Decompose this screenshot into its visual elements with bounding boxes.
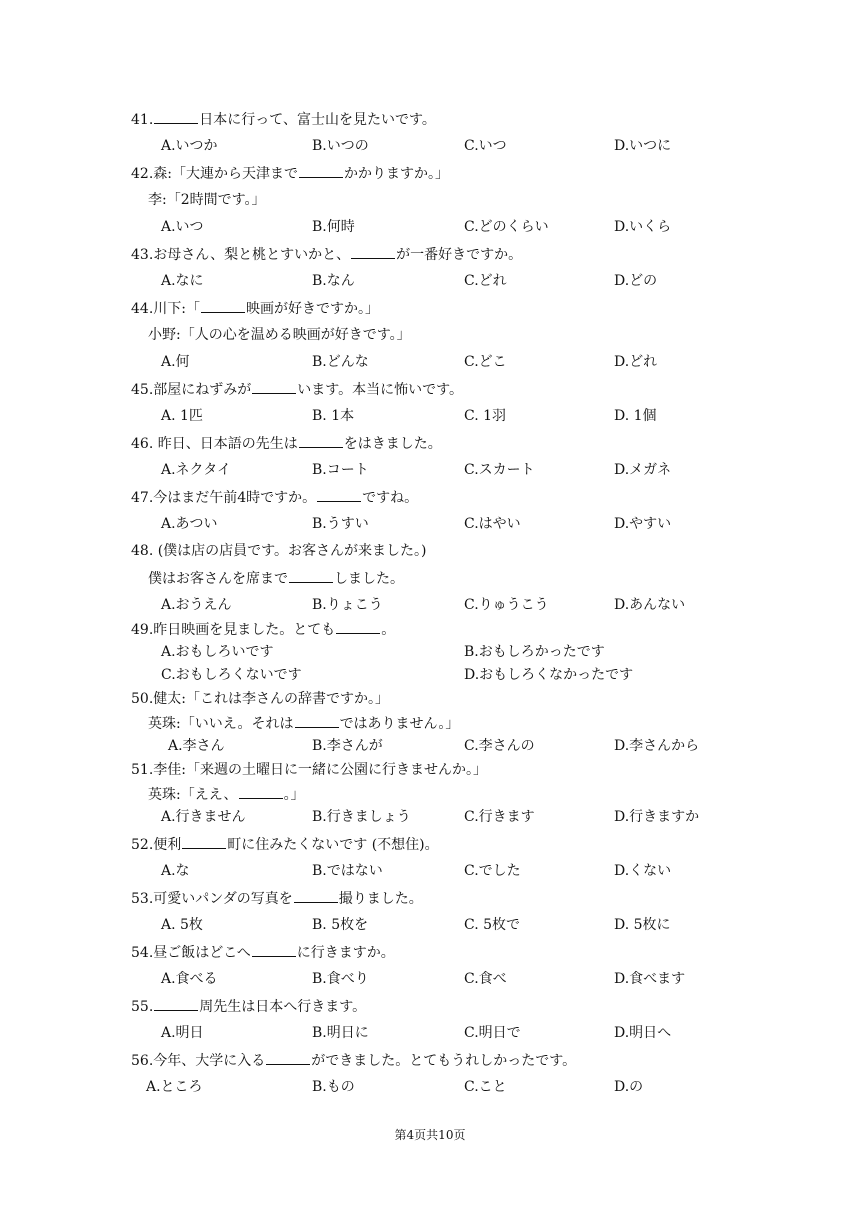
option-b: B.いつの — [312, 138, 369, 154]
option-a: A.食べる — [161, 971, 218, 987]
question-text: をはきました。 — [343, 436, 442, 452]
option-d: D.どの — [614, 273, 658, 289]
option-c: C.行きます — [464, 809, 535, 825]
question-45 — [131, 380, 463, 399]
option-b: B.なん — [312, 273, 355, 289]
answer-blank — [201, 299, 245, 313]
question-text: 44.川下:「 — [131, 301, 200, 317]
question-text: 45.部屋にねずみが — [131, 382, 252, 398]
question-text: 55. — [131, 999, 154, 1015]
answer-blank — [351, 245, 395, 259]
question-text: 映画が好きですか。」 — [245, 301, 379, 317]
option-d: D. 5枚に — [614, 917, 671, 933]
option-d: D.行きますか — [614, 809, 700, 825]
option-a: A.な — [161, 863, 190, 879]
question-47 — [131, 488, 418, 507]
question-text: 47.今はまだ午前4時ですか。 — [131, 490, 317, 506]
option-d: D.いつに — [614, 138, 672, 154]
answer-blank — [299, 434, 343, 448]
option-a: A.明日 — [161, 1025, 204, 1041]
answer-blank — [252, 380, 296, 394]
option-d: D.どれ — [614, 354, 658, 370]
answer-blank — [295, 714, 339, 728]
option-d: D.やすい — [614, 516, 672, 532]
question-49 — [131, 620, 395, 639]
question-text: 54.昼ご飯はどこへ — [131, 945, 251, 961]
option-d: D.おもしろくなかったです — [464, 667, 634, 683]
option-b: B.李さんが — [312, 738, 383, 754]
option-d: D.李さんから — [614, 738, 700, 754]
question-text: 周先生は日本へ行きます。 — [199, 999, 367, 1015]
question-text: 。 — [381, 622, 396, 638]
option-d: D.いくら — [614, 219, 672, 235]
option-b: B. 5枚を — [312, 917, 369, 933]
question-text: 町に住みたくないです (不想住)。 — [227, 837, 439, 853]
option-c: C.食べ — [464, 971, 507, 987]
question-55 — [131, 997, 366, 1016]
question-text: 42.森:「大連から天津まで — [131, 166, 298, 182]
option-a: A.いつ — [161, 219, 204, 235]
option-c: C.どれ — [464, 273, 507, 289]
question-text: 日本に行って、富士山を見たいです。 — [199, 112, 436, 128]
question-42 — [131, 164, 449, 183]
option-c: C.はやい — [464, 516, 521, 532]
answer-blank — [182, 835, 226, 849]
question-text: が一番好きですか。 — [396, 247, 523, 263]
option-d: D.明日へ — [614, 1025, 672, 1041]
option-c: C.どこ — [464, 354, 507, 370]
option-c: C.りゅうこう — [464, 597, 549, 613]
option-b: B.食べり — [312, 971, 369, 987]
question-text: 41. — [131, 112, 154, 128]
option-c: C.でした — [464, 863, 521, 879]
question-text: 英珠:「ええ、 — [148, 787, 238, 803]
answer-blank — [252, 943, 296, 957]
question-51: 51.李佳:「来週の土曜日に一緒に公園に行きませんか。」 — [131, 762, 487, 778]
option-a: A.いつか — [161, 138, 218, 154]
question-48: 48. (僕は店の店員です。お客さんが来ました。) — [131, 543, 427, 559]
question-text: 43.お母さん、梨と桃とすいかと、 — [131, 247, 351, 263]
question-text: 56.今年、大学に入る — [131, 1053, 266, 1069]
option-a: A.李さん — [168, 738, 225, 754]
answer-blank — [154, 110, 198, 124]
answer-blank — [336, 620, 380, 634]
option-d: D.の — [614, 1079, 644, 1095]
answer-blank — [154, 997, 198, 1011]
option-a: A. 5枚 — [161, 917, 203, 933]
question-text: ですね。 — [362, 490, 419, 506]
answer-blank — [299, 164, 343, 178]
question-56 — [131, 1051, 576, 1070]
option-b: B. 1本 — [312, 408, 355, 424]
option-c: C. 1羽 — [464, 408, 507, 424]
option-c: C.李さんの — [464, 738, 535, 754]
option-b: B.明日に — [312, 1025, 369, 1041]
question-text: 52.便利 — [131, 837, 182, 853]
option-d: D.メガネ — [614, 462, 672, 478]
option-a: A.行きません — [161, 809, 246, 825]
answer-blank — [266, 1051, 310, 1065]
option-d: D.食べます — [614, 971, 686, 987]
option-a: A.あつい — [161, 516, 218, 532]
option-d: D. 1個 — [614, 408, 657, 424]
question-text: 。」 — [283, 787, 305, 803]
option-d: D.あんない — [614, 597, 686, 613]
question-text: ではありません。」 — [339, 716, 460, 732]
dialogue-line: 李:「2時間です。」 — [148, 192, 266, 208]
question-43 — [131, 245, 522, 264]
dialogue-line — [148, 569, 404, 588]
question-50: 50.健太:「これは李さんの辞書ですか。」 — [131, 691, 389, 707]
question-text: に行きますか。 — [296, 945, 395, 961]
option-b: B.行きましょう — [312, 809, 411, 825]
question-text: 49.昨日映画を見ました。とても — [131, 622, 336, 638]
question-52 — [131, 835, 439, 854]
dialogue-line — [148, 785, 305, 804]
option-b: B.うすい — [312, 516, 369, 532]
option-a: A.なに — [161, 273, 204, 289]
option-a: A.おもしろいです — [161, 644, 274, 660]
question-text: しました。 — [334, 571, 404, 587]
question-text: 46. 昨日、日本語の先生は — [131, 436, 298, 452]
option-b: B.おもしろかったです — [464, 644, 605, 660]
answer-blank — [317, 488, 361, 502]
question-text: 53.可愛いパンダの写真を — [131, 891, 293, 907]
option-b: B.ではない — [312, 863, 383, 879]
option-b: B.どんな — [312, 354, 369, 370]
option-c: C.スカート — [464, 462, 535, 478]
question-text: かかりますか。」 — [343, 166, 449, 182]
question-text: ができました。とてもうれしかったです。 — [311, 1053, 577, 1069]
question-text: います。本当に怖いです。 — [297, 382, 464, 398]
dialogue-line: 小野:「人の心を温める映画が好きです。」 — [148, 327, 411, 343]
option-c: C.こと — [464, 1079, 507, 1095]
dialogue-line — [148, 714, 459, 733]
option-a: A. 1匹 — [161, 408, 203, 424]
option-a: A.おうえん — [161, 597, 232, 613]
option-b: B.コート — [312, 462, 369, 478]
answer-blank — [289, 569, 333, 583]
option-c: C.おもしろくないです — [161, 667, 302, 683]
option-b: B.りょこう — [312, 597, 383, 613]
question-54 — [131, 943, 395, 962]
question-text: 僕はお客さんを席まで — [148, 571, 288, 587]
option-c: C. 5枚で — [464, 917, 521, 933]
option-b: B.何時 — [312, 219, 355, 235]
option-a: A.ネクタイ — [161, 462, 232, 478]
option-c: C.明日で — [464, 1025, 521, 1041]
option-a: A.何 — [161, 354, 190, 370]
question-44 — [131, 299, 379, 318]
option-d: D.くない — [614, 863, 672, 879]
question-53 — [131, 889, 423, 908]
answer-blank — [294, 889, 338, 903]
page-number-footer: 第4页共10页 — [394, 1128, 466, 1142]
question-41 — [131, 110, 436, 129]
question-46 — [131, 434, 442, 453]
question-text: 撮りました。 — [338, 891, 423, 907]
option-c: C.どのくらい — [464, 219, 549, 235]
option-a: A.ところ — [146, 1079, 203, 1095]
option-b: B.もの — [312, 1079, 355, 1095]
question-text: 英珠:「いいえ。それは — [148, 716, 294, 732]
option-c: C.いつ — [464, 138, 507, 154]
answer-blank — [239, 785, 283, 799]
